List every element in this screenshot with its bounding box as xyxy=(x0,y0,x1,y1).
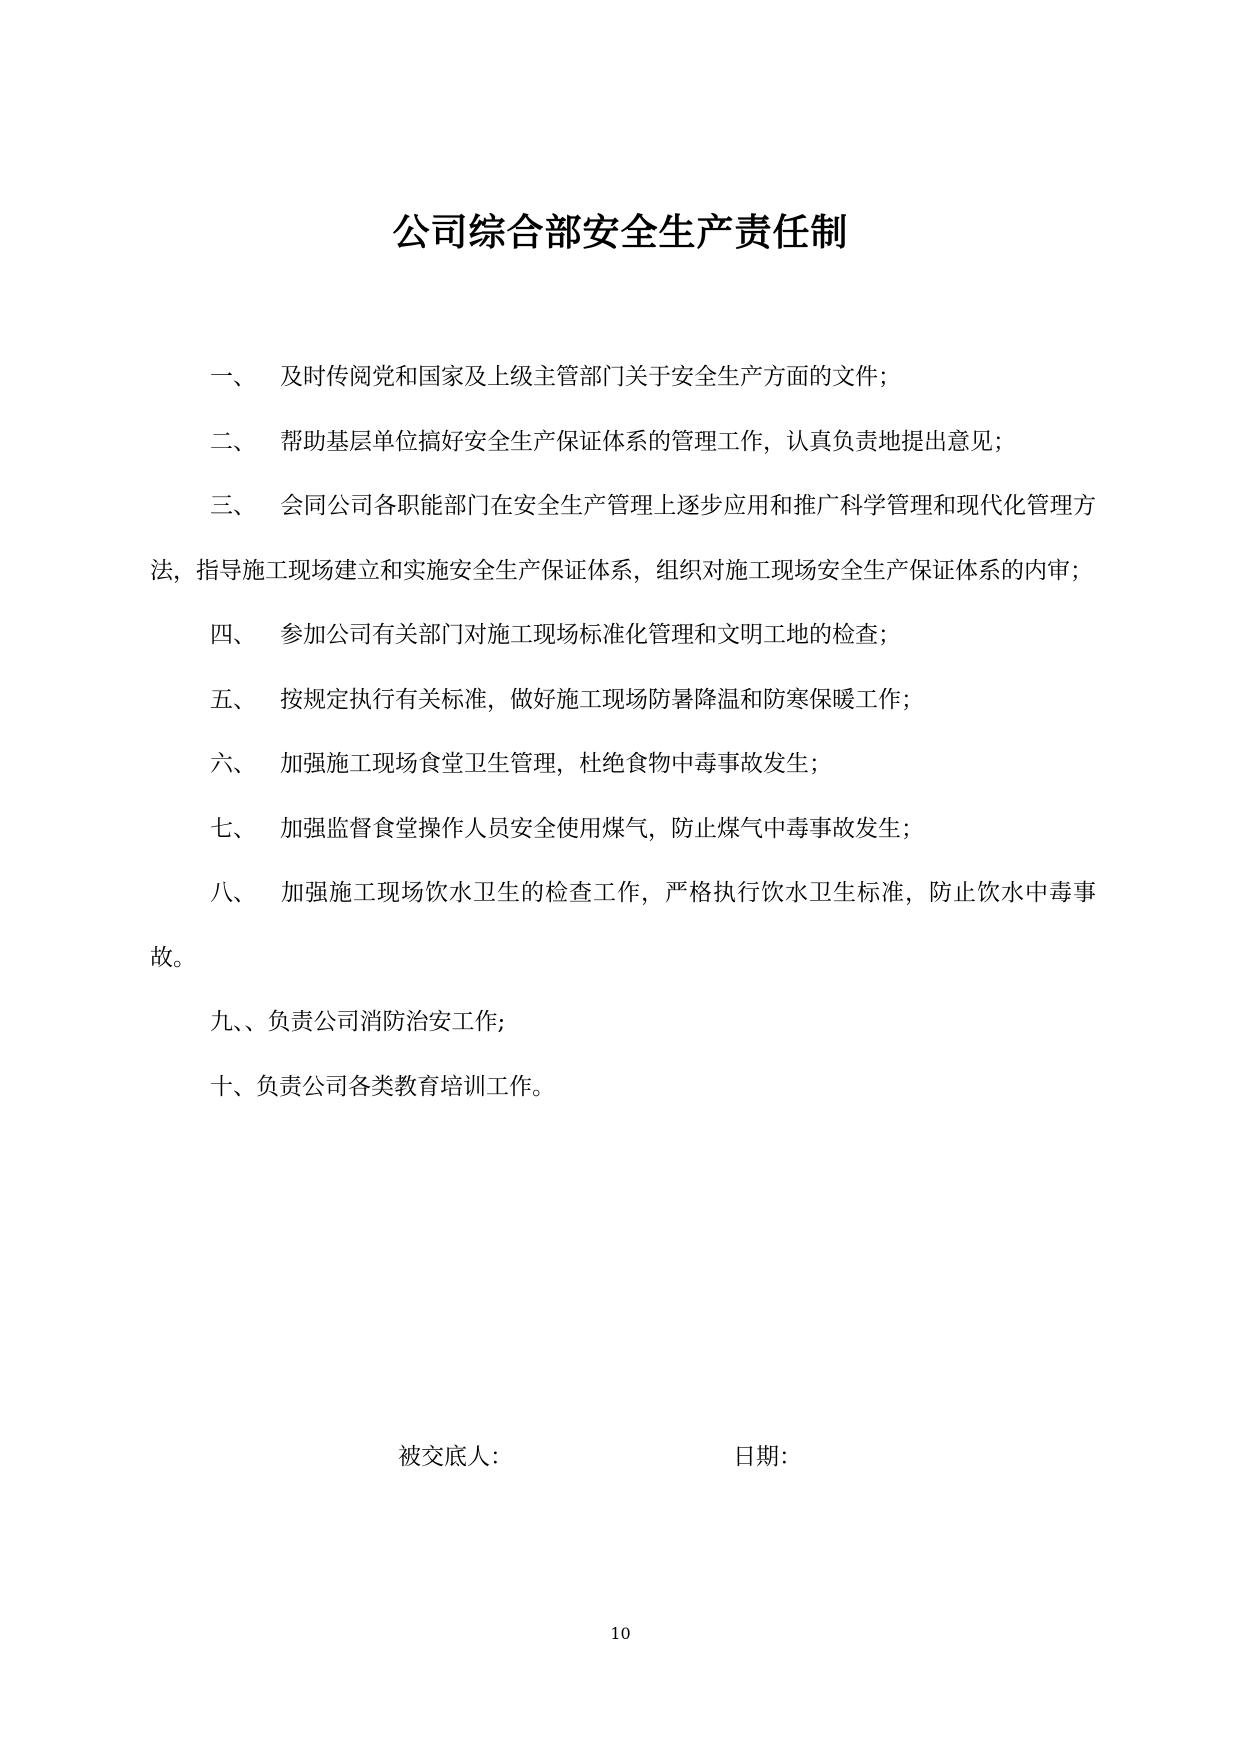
clause-8 xyxy=(150,861,1096,990)
clause-9 xyxy=(150,990,1096,1055)
clause-text: 参加公司有关部门对施工现场标准化管理和文明工地的检查； xyxy=(280,622,901,648)
recipient-label: 被交底人： xyxy=(398,1444,513,1470)
clause-text: 帮助基层单位搞好安全生产保证体系的管理工作，认真负责地提出意见； xyxy=(280,428,1016,455)
clause-3 xyxy=(150,474,1096,603)
page-number: 10 xyxy=(610,1624,631,1643)
clause-1 xyxy=(150,345,1096,410)
clause-number: 一、 xyxy=(210,364,256,390)
clause-2 xyxy=(150,410,1096,475)
date-label: 日期： xyxy=(733,1444,802,1470)
document-body xyxy=(150,345,1096,1119)
clause-number: 二、 xyxy=(210,428,256,455)
clause-6 xyxy=(150,732,1096,797)
clause-10 xyxy=(150,1055,1096,1120)
clause-text: 及时传阅党和国家及上级主管部门关于安全生产方面的文件； xyxy=(280,364,901,390)
clause-5 xyxy=(150,668,1096,733)
clause-number: 九、、 xyxy=(210,1009,268,1035)
document-title: 公司综合部安全生产责任制 xyxy=(392,211,849,254)
clause-number: 六、 xyxy=(210,751,256,777)
clause-text: 加强施工现场饮水卫生的检查工作，严格执行饮水卫生标准，防止饮水中毒事故。 xyxy=(150,880,1096,971)
clause-number: 三、 xyxy=(210,493,256,519)
clause-number: 八、 xyxy=(210,880,256,906)
clause-text: 加强监督食堂操作人员安全使用煤气，防止煤气中毒事故发生； xyxy=(280,815,924,842)
clause-4 xyxy=(150,603,1096,668)
clause-number: 五、 xyxy=(210,686,256,713)
clause-7 xyxy=(150,797,1096,862)
clause-text: 按规定执行有关标准，做好施工现场防暑降温和防寒保暖工作； xyxy=(280,686,924,713)
clause-number: 四、 xyxy=(210,622,256,648)
clause-text: 负责公司消防治安工作; xyxy=(267,1009,506,1035)
clause-number: 十、 xyxy=(210,1073,256,1100)
clause-text: 加强施工现场食堂卫生管理，杜绝食物中毒事故发生； xyxy=(280,751,832,777)
clause-text: 会同公司各职能部门在安全生产管理上逐步应用和推广科学管理和现代化管理方法，指导施工现场建立和实施安全生产保证体系，组织对施工现场安全生产保证体系的内审； xyxy=(150,493,1096,584)
clause-number: 七、 xyxy=(210,815,256,842)
clause-text: 负责公司各类教育培训工作。 xyxy=(256,1073,555,1100)
